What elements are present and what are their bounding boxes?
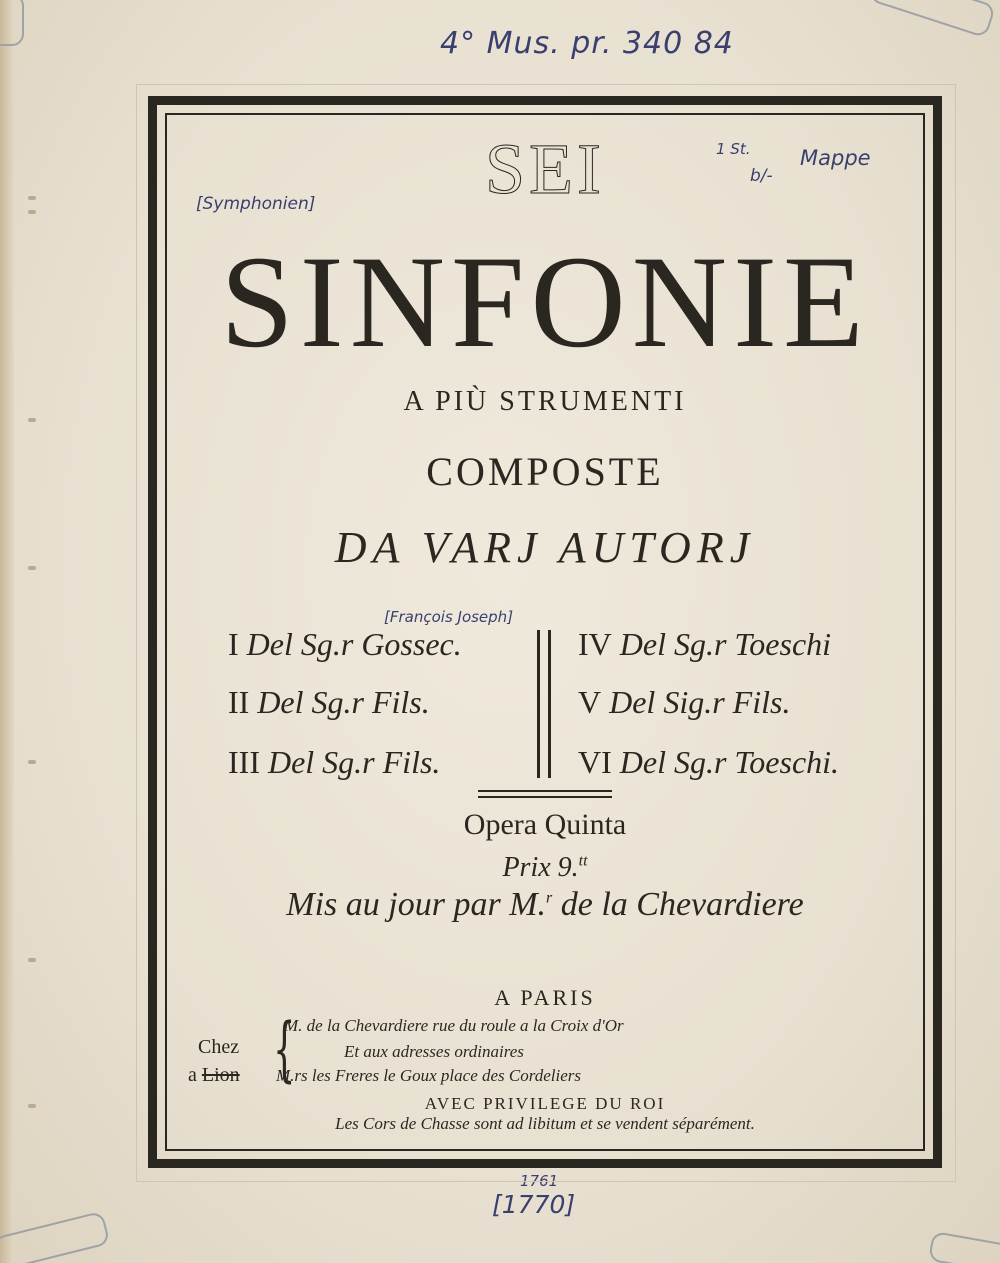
composer-entry bbox=[578, 744, 839, 781]
paper-clip-icon bbox=[0, 1211, 110, 1263]
publisher-title-sup: r bbox=[546, 889, 553, 907]
price bbox=[165, 852, 925, 884]
composer-entry bbox=[228, 684, 430, 721]
price-text: Prix 9. bbox=[502, 852, 579, 883]
imprint-lion: Lion bbox=[201, 1064, 240, 1086]
title-sinfonie: SINFONIE bbox=[220, 228, 870, 375]
margin-note-count: 1 St. bbox=[716, 140, 751, 158]
imprint-city: A PARIS bbox=[494, 985, 596, 1010]
imprint-a: a bbox=[188, 1064, 202, 1086]
rule bbox=[478, 796, 612, 798]
publisher-name: de la Chevardiere bbox=[552, 886, 804, 923]
composer-name: Del Sg.r Toeschi bbox=[619, 626, 832, 662]
page-left-edge bbox=[0, 0, 14, 1263]
composer-number: VI bbox=[578, 744, 612, 780]
composer-number: V bbox=[578, 684, 602, 720]
composer-name: Del Sg.r Gossec. bbox=[246, 626, 462, 662]
composer-entry bbox=[228, 626, 462, 663]
paper-clip-icon bbox=[928, 1231, 1000, 1263]
binding-hole bbox=[28, 418, 36, 422]
paper-clip-icon bbox=[868, 0, 996, 38]
subtitle-autori: DA VARJ AUTORJ bbox=[334, 523, 756, 572]
publisher-line bbox=[165, 886, 925, 924]
margin-note-first-names: [François Joseph] bbox=[384, 608, 514, 626]
composer-entry bbox=[578, 626, 831, 663]
rule bbox=[478, 790, 612, 792]
subtitle-strumenti: A PIÙ STRUMENTI bbox=[403, 386, 687, 417]
margin-note-symphonien: [Symphonien] bbox=[196, 194, 316, 214]
imprint-line-2: Et aux adresses ordinaires bbox=[344, 1042, 524, 1061]
price-unit: tt bbox=[578, 852, 588, 870]
imprint-line-3: M.rs les Freres le Goux place des Cordeliers bbox=[276, 1066, 581, 1085]
shelfmark: 4° Mus. pr. 340 84 bbox=[440, 26, 734, 61]
composer-number: II bbox=[228, 684, 250, 720]
privilege: AVEC PRIVILEGE DU ROI bbox=[424, 1094, 666, 1113]
composer-name: Del Sg.r Fils. bbox=[257, 684, 430, 720]
title-sei: SEI bbox=[485, 129, 605, 209]
imprint-chez: Chez bbox=[198, 1036, 240, 1058]
publisher-prefix: Mis au jour par M. bbox=[286, 886, 547, 923]
binding-hole bbox=[28, 1104, 36, 1108]
binding-hole bbox=[28, 760, 36, 764]
margin-note-price: b/- bbox=[750, 166, 773, 186]
subtitle-composte: COMPOSTE bbox=[426, 449, 664, 494]
composer-entry bbox=[228, 744, 440, 781]
binding-hole bbox=[28, 196, 36, 200]
margin-note-date-upper: 1761 bbox=[520, 1172, 559, 1190]
brace-icon: { bbox=[273, 1008, 296, 1090]
binding-hole bbox=[28, 958, 36, 962]
paper-clip-icon bbox=[0, 0, 24, 46]
binding-hole bbox=[28, 210, 36, 214]
composer-name: Del Sg.r Toeschi. bbox=[619, 744, 840, 780]
imprint-line-1: M. de la Chevardiere rue du roule a la Croix d'Or bbox=[284, 1016, 624, 1035]
horn-note: Les Cors de Chasse sont ad libitum et se vendent séparément. bbox=[335, 1114, 755, 1133]
composer-number: III bbox=[228, 744, 260, 780]
imprint-a-lion bbox=[188, 1064, 240, 1087]
column-divider bbox=[537, 630, 551, 778]
composer-number: IV bbox=[578, 626, 612, 662]
composer-name: Del Sg.r Fils. bbox=[267, 744, 441, 780]
composer-entry bbox=[578, 684, 790, 721]
opera-number: Opera Quinta bbox=[463, 808, 627, 841]
composer-name: Del Sig.r Fils. bbox=[609, 684, 791, 720]
margin-note-mappe: Mappe bbox=[800, 146, 871, 170]
binding-hole bbox=[28, 566, 36, 570]
composer-number: I bbox=[228, 626, 239, 662]
margin-note-date-lower: [1770] bbox=[492, 1190, 576, 1219]
